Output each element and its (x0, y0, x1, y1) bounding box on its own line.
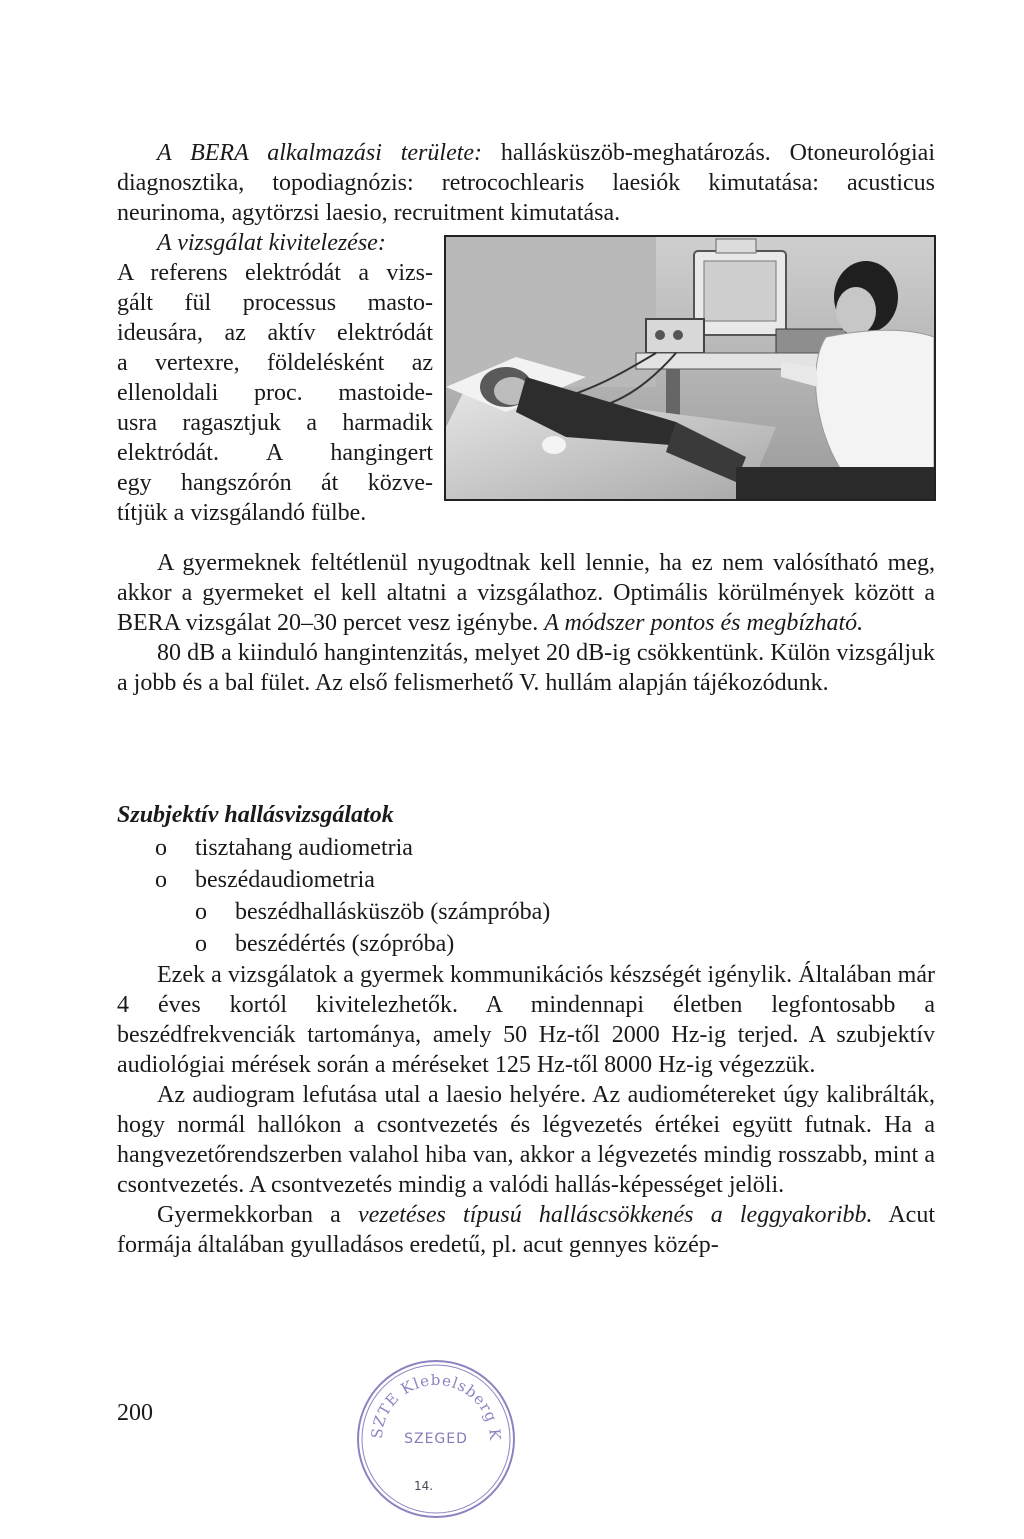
page-number: 200 (117, 1400, 153, 1426)
paragraph-italic: A módszer pontos és megbízható. (544, 610, 864, 636)
paragraph-childhood (117, 1200, 935, 1260)
paragraph-calm-child (117, 548, 935, 638)
paragraph-italic: vezetéses típusú halláscsökkenés a leggyakoribb. (357, 1202, 873, 1228)
list-item-label: beszédaudiometria (195, 867, 375, 893)
paragraph-text: Gyermekkorban a (157, 1202, 358, 1228)
procedure-line: A referens elektródát a vizs- (117, 260, 433, 286)
procedure-line: elektródát. A hangingert (117, 440, 433, 466)
after-figure-section (117, 548, 935, 698)
procedure-line: usra ragasztjuk a harmadik (117, 410, 433, 436)
paragraph-audiogram: Az audiogram lefutása utal a laesio helyére. Az audiométereket úgy kalibrálták, hogy normál hallókon a csontvezetés és légvezetés értékei együtt futnak. Ha a hangvezetőrendszerben valahol hiba van, akkor a légvezetés mindig rosszabb, mint a csontvezetés. A csontvezetés mindig a valódi hallás-képességet jelöli. (117, 1082, 935, 1198)
library-stamp (352, 1355, 520, 1523)
intro-label: A BERA alkalmazási területe: (157, 140, 483, 166)
list-item-label: beszédhallásküszöb (számpróba) (235, 899, 551, 925)
stamp-number: 14. (414, 1479, 434, 1493)
bullet-marker: o (155, 867, 167, 893)
procedure-line: títjük a vizsgálandó fülbe. (117, 500, 367, 526)
bullet-marker: o (155, 835, 167, 861)
bullet-marker: o (195, 899, 207, 925)
procedure-line: ellenoldali proc. mastoide- (117, 380, 433, 406)
list-item (117, 928, 935, 960)
section-heading: Szubjektív hallásvizsgálatok (117, 802, 394, 828)
stamp-arc-text: SZTE Klebelsberg K (367, 1370, 505, 1442)
paragraph-communication: Ezek a vizsgálatok a gyermek kommunikációs készségét igénylik. Általában már 4 éves kortól kivitelezhetők. A mindennapi életben legfontosabb a beszédfrekvenciák tartománya, amely 50 Hz-től 2000 Hz-ig terjed. A szubjektív audiológiai mérések során a méréseket 125 Hz-től 8000 Hz-ig végezzük. (117, 962, 935, 1078)
test-list (117, 832, 935, 960)
list-item (117, 832, 935, 864)
procedure-line: gált fül processus masto- (117, 290, 433, 316)
bullet-marker: o (195, 931, 207, 957)
procedure-line: ideusára, az aktív elektródát (117, 320, 433, 346)
bottom-section (117, 960, 935, 1260)
paragraph-text: A gyermeknek feltétlenül nyugodtnak kell lennie, ha ez nem valósítható meg, akkor a gyermeket el kell altatni a vizsgálathoz. Optimális körülmények között a BERA vizsgálat 20–30 percet vesz igénybe. (117, 550, 935, 636)
list-item (117, 864, 935, 896)
list-item-label: tisztahang audiometria (195, 835, 413, 861)
intro-paragraph (117, 138, 935, 228)
photo-illustration (446, 237, 934, 499)
intro-body: hallásküszöb-meghatározás. Otoneurológiai diagnosztika, topodiagnózis: retrocochlearis laesiók kimutatása: acusticus neurinoma, agytörzsi laesio, recruitment kimutatása. (117, 140, 935, 226)
procedure-label: A vizsgálat kivitelezése: (157, 230, 386, 256)
procedure-line: a vertexre, földelésként az (117, 350, 433, 376)
bera-exam-photo (444, 235, 936, 501)
intro-text (117, 138, 935, 228)
list-item-label: beszédértés (szópróba) (235, 931, 455, 957)
procedure-line: egy hangszórón át közve- (117, 470, 433, 496)
list-item (117, 896, 935, 928)
stamp-city: SZEGED (404, 1431, 468, 1447)
procedure-text (117, 228, 433, 528)
paragraph-intensity: 80 dB a kiinduló hangintenzitás, melyet 20 dB-ig csökkentünk. Külön vizsgáljuk a jobb és a bal fület. Az első felismerhető V. hullám alapján tájékozódunk. (117, 640, 935, 696)
stamp-icon (352, 1355, 520, 1523)
paragraph-text: Acut formája általában gyulladásos eredetű, pl. acut gennyes közép- (117, 1202, 935, 1258)
